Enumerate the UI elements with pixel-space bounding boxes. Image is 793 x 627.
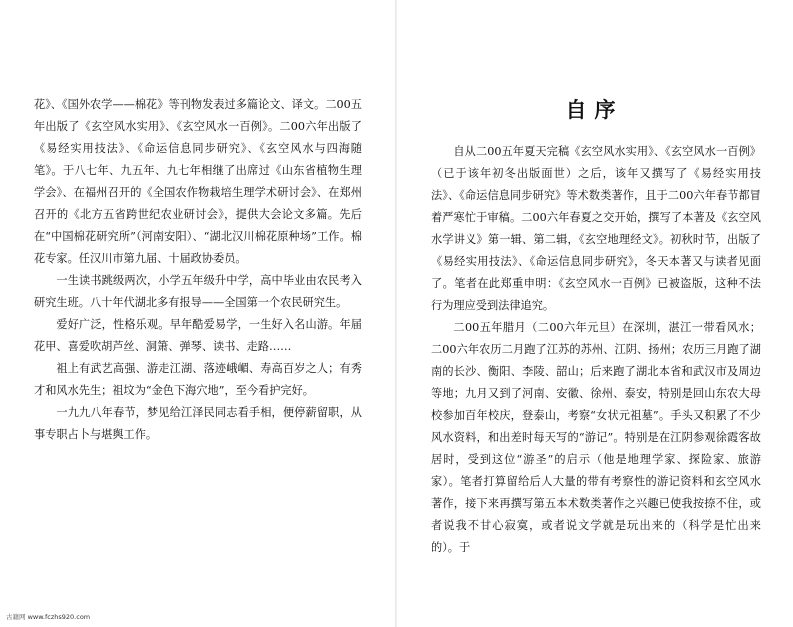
left-page (0, 0, 396, 627)
right-page-text (431, 141, 761, 559)
watermark-url: www.fczhs920.com (27, 613, 91, 621)
site-watermark (6, 612, 90, 621)
left-page-text (34, 94, 362, 446)
left-paragraph-3: 爱好广泛，性格乐观。早年酷爱易学，一生好入名山游。年届花甲、喜爱吹胡芦丝、洞箫、弹琴、读书、走路…… (34, 318, 362, 353)
page-title: 自序 (565, 98, 624, 122)
left-paragraph-4: 祖上有武艺高强、游走江湖、落迹峨嵋、寿高百岁之人；有秀才和风水先生；祖坟为“金色下海穴地”，至今看护完好。 (34, 362, 362, 397)
left-paragraph-5: 一九九八年春节，梦见给江泽民同志看手相，便停薪留职，从事专职占卜与堪舆工作。 (34, 406, 362, 441)
left-paragraph-2: 一生读书跳级两次，小学五年级升中学，高中毕业由农民考入研究生班。八十年代湖北多有报导——全国第一个农民研究生。 (34, 274, 362, 309)
right-paragraph-1: 自从二00五年夏天完稿《玄空风水实用》、《玄空风水一百例》（已于该年初冬出版面世）之后，该年又撰写了《易经实用技法》、《命运信息同步研究》等术数类著作，且于二00六年春节都冒着严寒忙于审稿。二00六年春夏之交开始，撰写了本著及《玄空风水学讲义》第一辑、第二辑，《玄空地理经文》。初秋时节，出版了《易经实用技法》、《命运信息同步研究》，冬天本著又与读者见面了。笔者在此郑重申明：《玄空风水一百例》已被盗版，这种不法行为理应受到法律追究。 (431, 145, 761, 312)
left-paragraph-1: 花》、《国外农学——棉花》等刊物发表过多篇论文、译文。二00五年出版了《玄空风水实用》、《玄空风水一百例》。二00六年出版了《易经实用技法》、《命运信息同步研究》、《玄空风水与四海随笔》。于八七年、九五年、九七年相继了出席过《山东省植物生理学会》、在福州召开的《全国农作物栽培生理学术研讨会》、在郑州召开的《北方五省跨世纪农业研讨会》，提供大会论文多篇。先后在“中国棉花研究所”（河南安阳）、“湖北汉川棉花原种场”工作。棉花专家。任汉川市第九届、十届政协委员。 (34, 98, 362, 265)
watermark-label: 古籍网 (6, 613, 26, 621)
right-paragraph-2: 二00五年腊月（二00六年元旦）在深圳，湛江一带看风水；二00六年农历二月跑了江苏的苏州、江阴、扬州；农历三月跑了湖南的长沙、衡阳、李陵、韶山；后来跑了湖北本省和武汉市及周边等地；九月又到了河南、安徽、徐州、泰安，特别是回山东农大母校参加百年校庆，登泰山，考察“女状元祖墓”。手头又积累了不少风水资料，和出差时每天写的“游记”。特别是在江阴参观徐霞客故居时，受到这位“游圣”的启示（他是地理学家、探险家、旅游家）。笔者打算留给后人大量的带有考察性的游记资料和玄空风水著作，接下来再撰写第五本术数类著作之兴趣已使我按捺不住，或者说我不甘心寂寞，或者说文学就是玩出来的（科学是忙出来的）。于 (431, 321, 761, 554)
